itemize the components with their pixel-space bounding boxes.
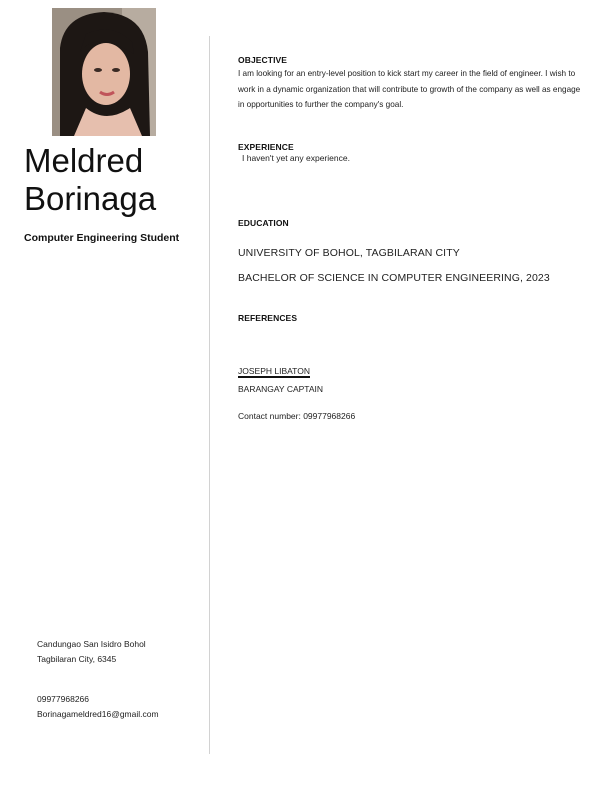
experience-heading: EXPERIENCE [238, 142, 294, 152]
profile-photo [52, 8, 156, 136]
reference-position: BARANGAY CAPTAIN [238, 384, 324, 394]
contact-block [37, 692, 159, 722]
education-degree: BACHELOR OF SCIENCE IN COMPUTER ENGINEERING, 2023 [238, 272, 550, 284]
last-name: Borinaga [24, 180, 157, 217]
full-name [24, 142, 156, 218]
column-divider [209, 36, 210, 754]
address-line-1: Candungao San Isidro Bohol [37, 639, 146, 649]
education-school: UNIVERSITY OF BOHOL, TAGBILARAN CITY [238, 247, 460, 259]
education-section [238, 218, 588, 284]
reference-name: JOSEPH LIBATON [238, 366, 310, 376]
address-line-2: Tagbilaran City, 6345 [37, 654, 117, 664]
phone-number: 09977968266 [37, 694, 90, 704]
job-title: Computer Engineering Student [24, 232, 180, 244]
reference-contact: Contact number: 09977968266 [238, 411, 356, 421]
address-block [37, 637, 146, 667]
references-section [238, 313, 588, 421]
experience-text: I haven't yet any experience. [242, 153, 350, 163]
references-heading: REFERENCES [238, 313, 298, 323]
objective-text: I am looking for an entry-level position to kick start my career in the field of engineer. I wish to work in a dynamic organization that will contribute to growth of the company as well as engage in opportunities to further the company's goal. [238, 69, 581, 109]
email-address: Borinagameldred16@gmail.com [37, 709, 159, 719]
first-name: Meldred [24, 142, 144, 179]
experience-section [238, 142, 588, 163]
objective-section [238, 55, 588, 113]
education-heading: EDUCATION [238, 218, 289, 228]
objective-heading: OBJECTIVE [238, 55, 288, 65]
